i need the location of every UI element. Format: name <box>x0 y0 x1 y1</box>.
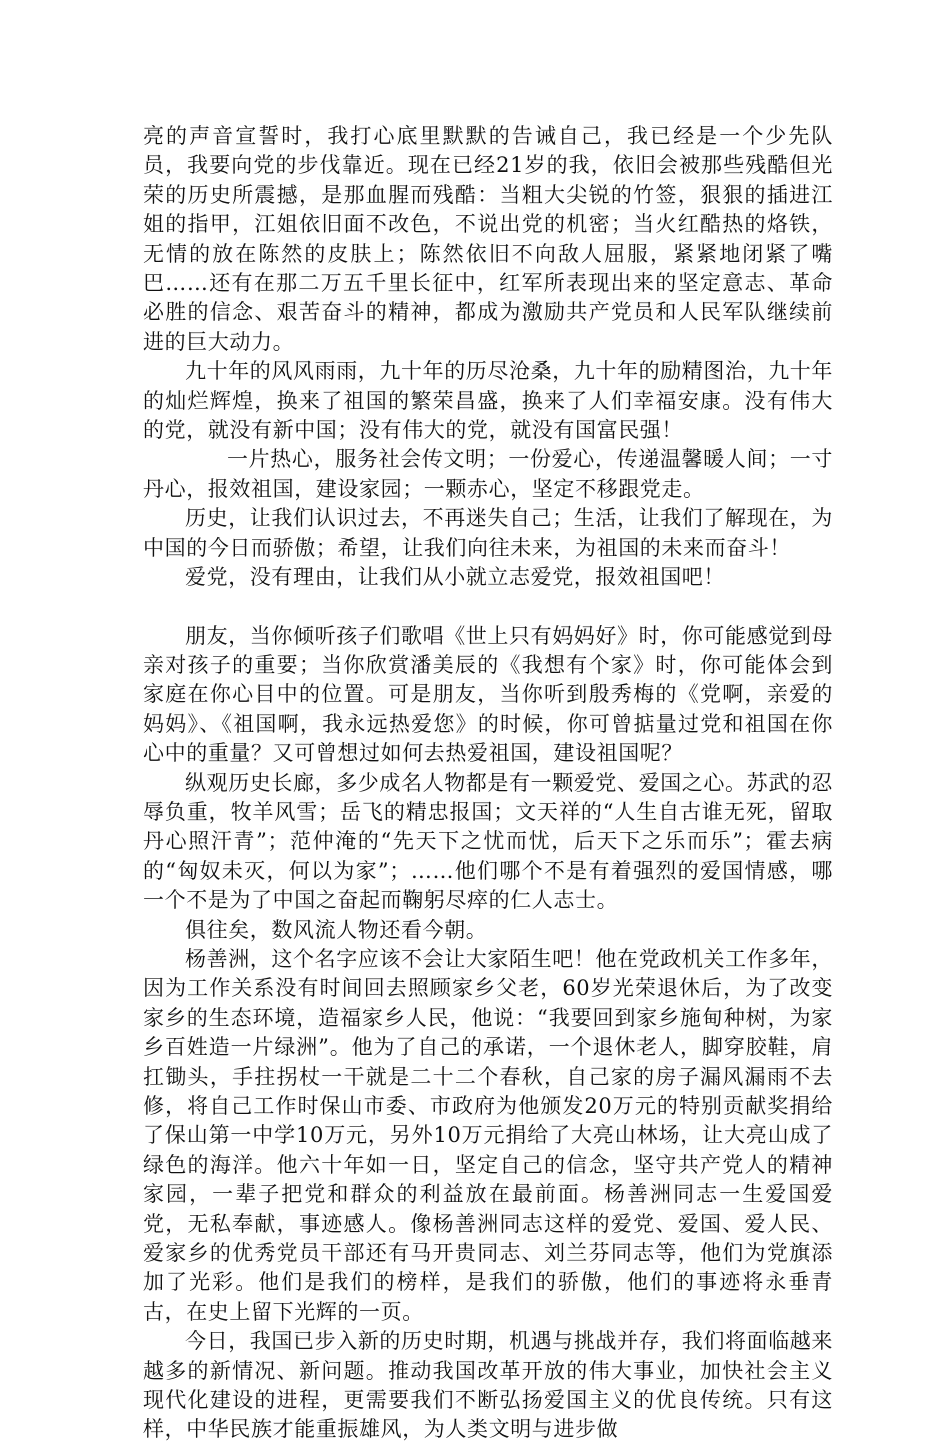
paragraph-friend-songs: 朋友，当你倾听孩子们歌唱《世上只有妈妈好》时，你可能感觉到母亲对孩子的重要；当你欣赏潘美辰的《我想有个家》时，你可能体会到家庭在你心目中的位置。可是朋友，当你听到殷秀梅的《党啊，亲爱的妈妈》、《祖国啊，我永远热爱您》的时候，你可曾掂量过党和祖国在你心中的重量？又可曾想过如何去热爱祖国，建设祖国呢？ <box>143 623 833 766</box>
paragraph-oath-history: 亮的声音宣誓时，我打心底里默默的告诫自己，我已经是一个少先队员，我要向党的步伐靠近。现在已经21岁的我，依旧会被那些残酷但光荣的历史所震撼，是那血腥而残酷：当粗大尖锐的竹签，狠狠的插进江姐的指甲，江姐依旧面不改色，不说出党的机密；当火红酷热的烙铁，无情的放在陈然的皮肤上；陈然依旧不向敌人屈服，紧紧地闭紧了嘴巴……还有在那二万五千里长征中，红军所表现出来的坚定意志、革命必胜的信念、艰苦奋斗的精神，都成为激励共产党员和人民军队继续前进的巨大动力。 <box>143 124 833 354</box>
essay-body <box>143 122 833 1445</box>
paragraph-love-party: 爱党，没有理由，让我们从小就立志爱党，报效祖国吧！ <box>185 565 725 590</box>
paragraph-modern-heroes: 俱往矣，数风流人物还看今朝。 <box>185 917 488 942</box>
paragraph-yang-shanzhou: 杨善洲，这个名字应该不会让大家陌生吧！他在党政机关工作多年，因为工作关系没有时间回去照顾家乡父老，60岁光荣退休后，为了改变家乡的生态环境，造福家乡人民，他说：“我要回到家乡施甸种树，为家乡百姓造一片绿洲”。他为了自己的承诺，一个退休老人，脚穿胶鞋，肩扛锄头，手拄拐杖一干就是二十二个春秋，自己家的房子漏风漏雨不去修，将自己工作时保山市委、市政府为他颁发20万元的特别贡献奖捐给了保山第一中学10万元，另外10万元捐给了大亮山林场，让大亮山成了绿色的海洋。他六十年如一日，坚定自己的信念，坚守共产党人的精神家园，一辈子把党和群众的利益放在最前面。杨善洲同志一生爱国爱党，无私奉献，事迹感人。像杨善洲同志这样的爱党、爱国、爱人民、爱家乡的优秀党员干部还有马开贵同志、刘兰芬同志等，他们为党旗添加了光彩。他们是我们的榜样，是我们的骄傲，他们的事迹将永垂青古，在史上留下光辉的一页。 <box>143 946 833 1324</box>
paragraph-new-era: 今日，我国已步入新的历史时期，机遇与挑战并存，我们将面临越来越多的新情况、新问题。推动我国改革开放的伟大事业，加快社会主义现代化建设的进程，更需要我们不断弘扬爱国主义的优良传统。只有这样，中华民族才能重振雄风，为人类文明与进步做 <box>143 1329 833 1442</box>
paragraph-ninety-years: 九十年的风风雨雨，九十年的历尽沧桑，九十年的励精图治，九十年的灿烂辉煌，换来了祖国的繁荣昌盛，换来了人们幸福安康。没有伟大的党，就没有新中国；没有伟大的党，就没有国富民强！ <box>143 359 833 443</box>
paragraph-history-life-hope: 历史，让我们认识过去，不再迷失自己；生活，让我们了解现在，为中国的今日而骄傲；希望，让我们向往未来，为祖国的未来而奋斗！ <box>143 506 833 560</box>
paragraph-gap <box>143 593 833 622</box>
paragraph-historical-figures: 纵观历史长廊，多少成名人物都是有一颗爱党、爱国之心。苏武的忍辱负重，牧羊风雪；岳飞的精忠报国；文天祥的“人生自古谁无死，留取丹心照汗青”；范仲淹的“先天下之忧而忧，后天下之乐而乐”；霍去病的“匈奴未灭，何以为家”；……他们哪个不是有着强烈的爱国情感，哪一个不是为了中国之奋起而鞠躬尽瘁的仁人志士。 <box>143 770 833 913</box>
paragraph-hearts: 一片热心，服务社会传文明；一份爱心，传递温馨暖人间；一寸丹心，报效祖国，建设家园；一颗赤心，坚定不移跟党走。 <box>143 447 833 501</box>
